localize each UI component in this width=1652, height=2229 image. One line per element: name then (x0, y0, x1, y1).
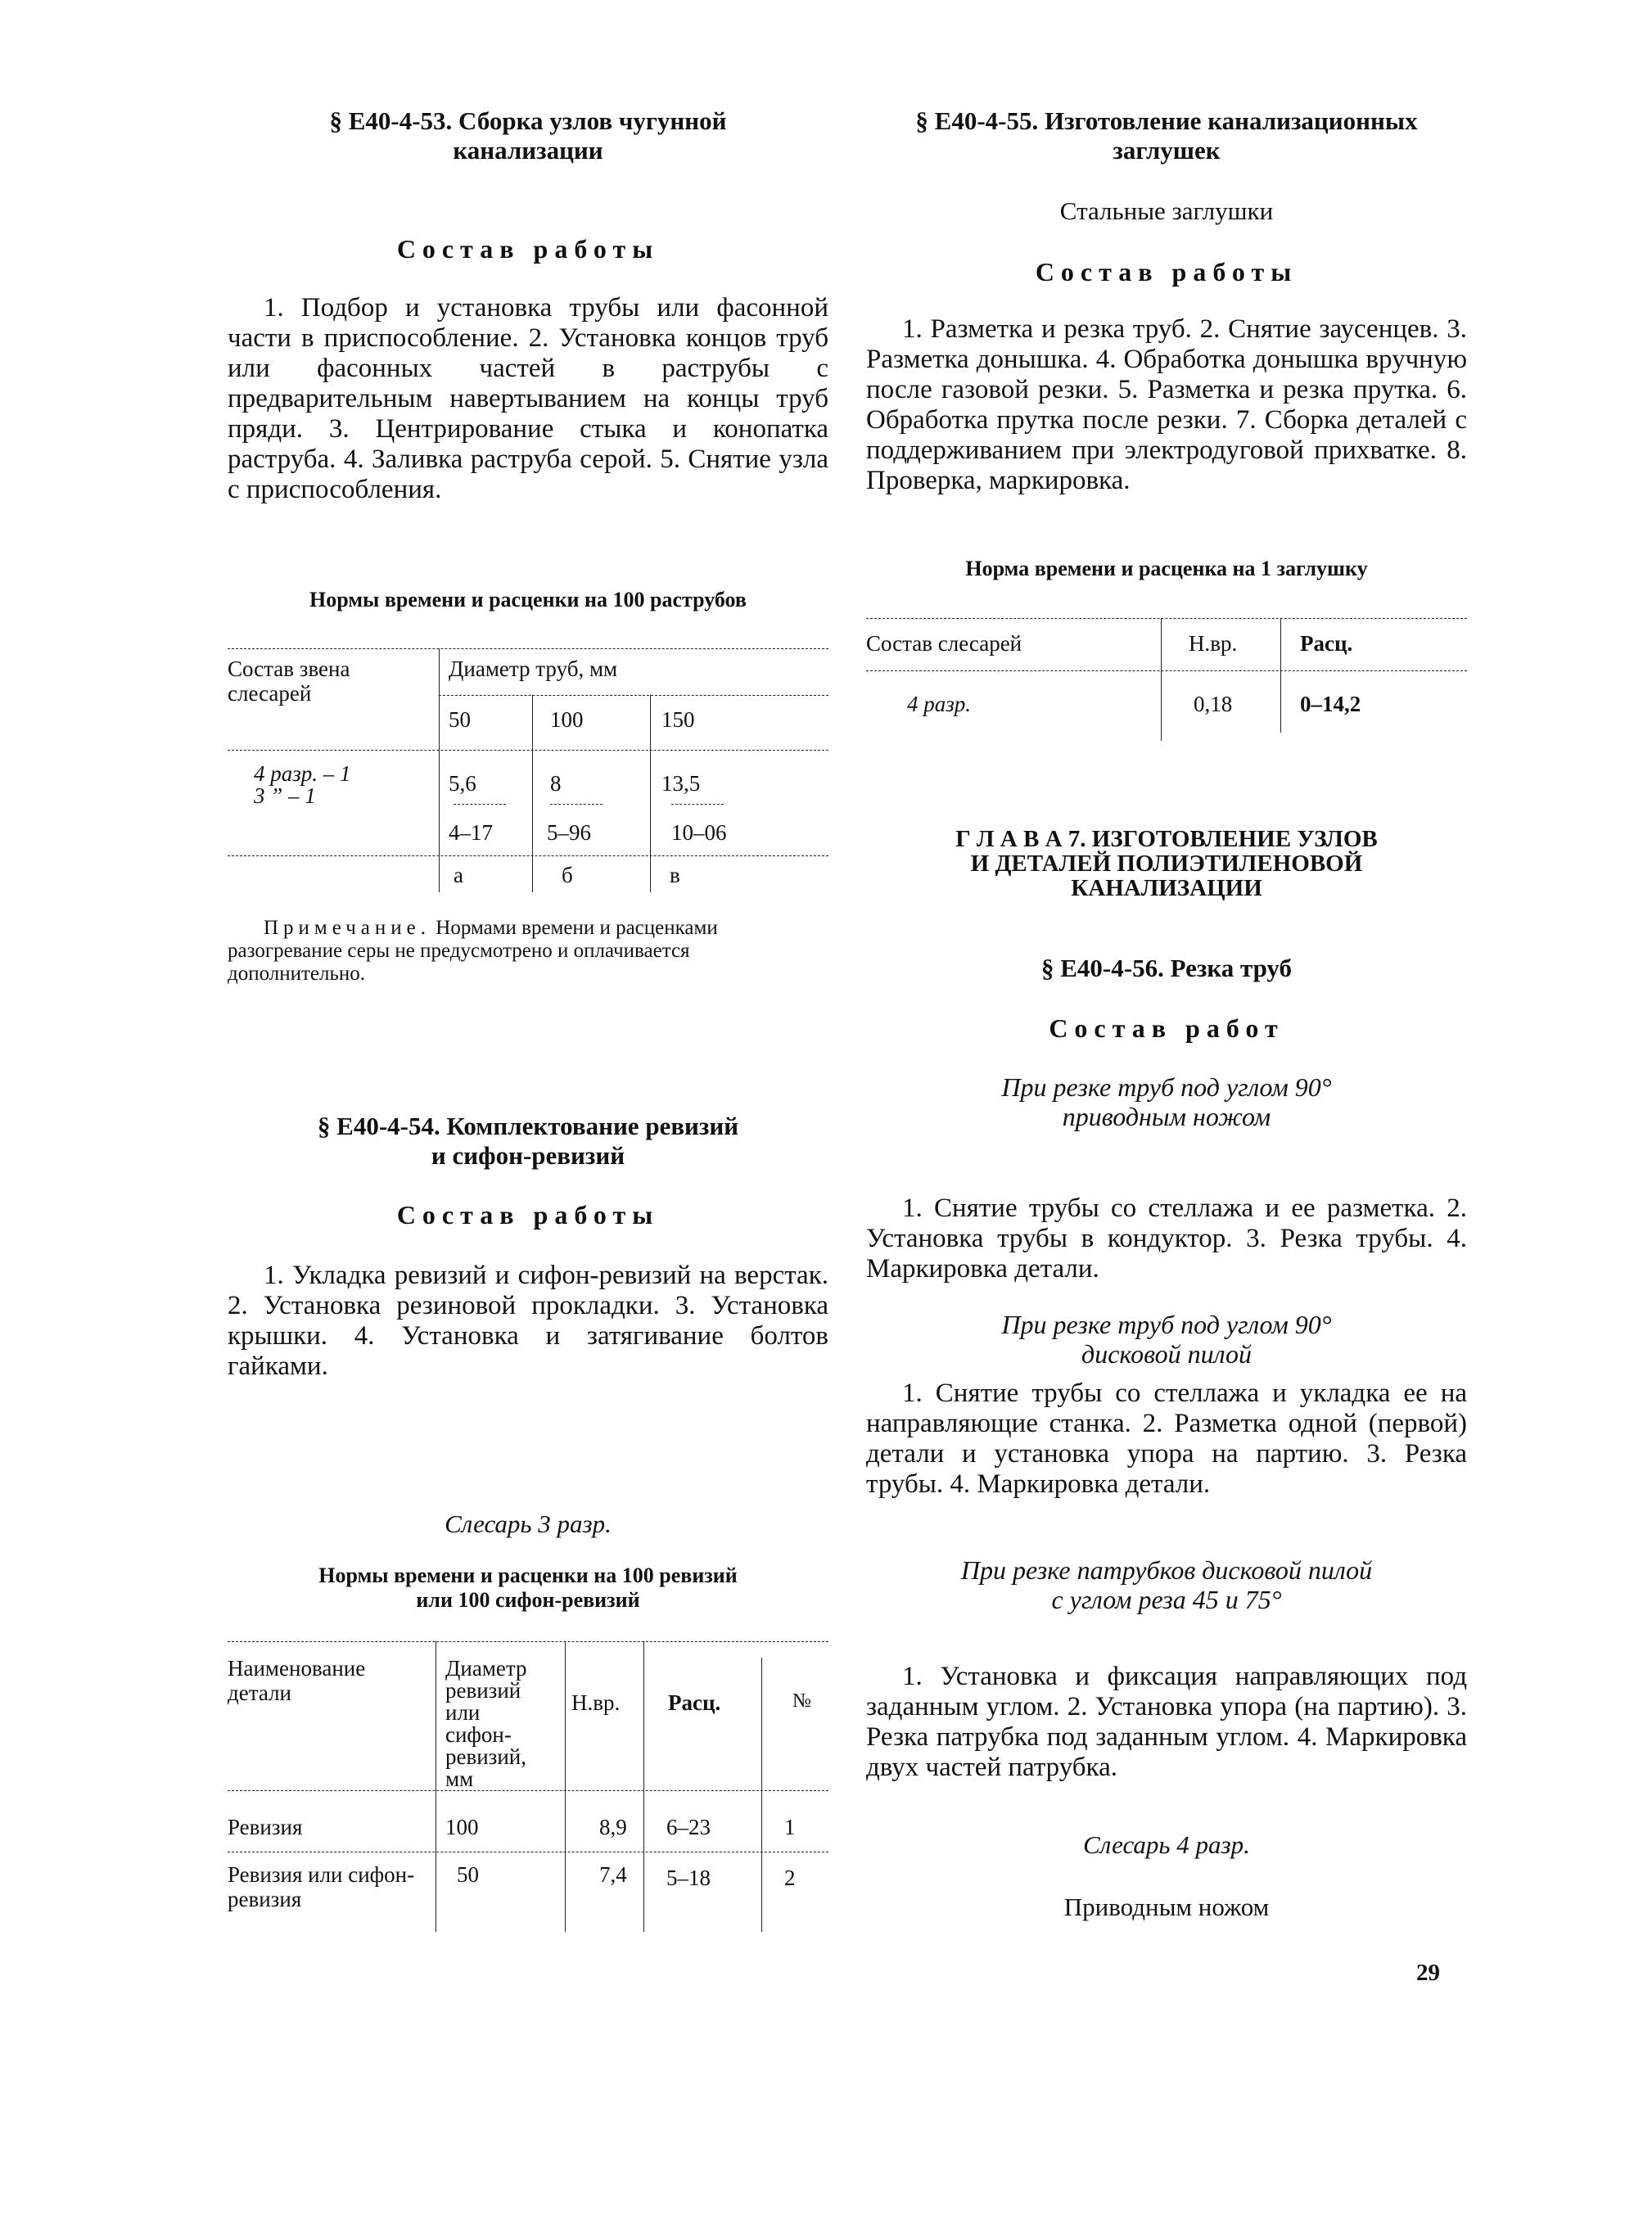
title-line: канализации (453, 136, 603, 165)
table-cell: б (562, 863, 573, 887)
section-55-heading: Состав работы (1035, 257, 1298, 287)
table-header: Н.вр. (571, 1690, 621, 1715)
table-cell: 100 (550, 707, 584, 732)
chapter-heading (866, 827, 1467, 900)
table-cell: 4–17 (449, 820, 493, 845)
table-header: № (792, 1690, 811, 1712)
table-cell: 8 (550, 771, 562, 796)
chapter-line: КАНАЛИЗАЦИИ (1071, 875, 1262, 901)
table-cell: 0,18 (1194, 692, 1233, 716)
table-cell: 8,9 (599, 1815, 627, 1839)
section-56-body-2: 1. Снятие трубы со стеллажа и укладка ее на направляющие станка. 2. Разметка одной (первой) детали и установка упора на партию. 3. Резка трубы. 4. Маркировка детали. (866, 1378, 1467, 1499)
section-53-heading: Состав работы (396, 234, 660, 264)
table-cell: 5–96 (547, 820, 591, 845)
table-header-diameter: Диаметр труб, мм (449, 657, 618, 681)
section-55-table-caption: Норма времени и расценка на 1 заглушку (965, 557, 1368, 580)
section-56-method: Приводным ножом (1063, 1893, 1270, 1921)
table-cell: а (454, 863, 463, 887)
table-cell: в (670, 863, 680, 887)
section-53-table-caption: Нормы времени и расценки на 100 раструбов (309, 588, 747, 611)
section-54-worker: Слесарь 3 разр. (445, 1509, 612, 1538)
table-header: Состав слесарей (866, 631, 1022, 656)
table-cell: 4 разр. (907, 692, 972, 716)
section-56-subheading-2 (866, 1310, 1467, 1369)
table-cell: 6–23 (666, 1815, 711, 1839)
section-56-title: § Е40-4-56. Резка труб (1041, 954, 1292, 982)
chapter-line: И ДЕТАЛЕЙ ПОЛИЭТИЛЕНОВОЙ (970, 851, 1363, 877)
title-line: заглушек (1113, 136, 1221, 165)
subheading-line: приводным ножом (1062, 1102, 1271, 1131)
section-54-heading: Состав работы (396, 1200, 660, 1230)
section-56-body-3: 1. Установка и фиксация направляющих под заданным углом. 2. Установка упора (на партию). 3. Резка патрубка под заданным углом. 4. Маркировка двух частей патрубка. (866, 1662, 1467, 1782)
section-55-body: 1. Разметка и резка труб. 2. Снятие заусенцев. 3. Разметка донышка. 4. Обработка донышка вручную после газовой резки. 5. Разметка и резка прутка. 6. Обработка прутка после резки. 7. Сборка деталей с поддерживанием при электродуговой прихватке. 8. Проверка, маркировка. (866, 314, 1467, 495)
subheading-line: с углом реза 45 и 75° (1051, 1585, 1282, 1614)
table-header: Расц. (668, 1690, 721, 1715)
table-header: Расц. (1300, 631, 1353, 656)
caption-line: Нормы времени и расценки на 100 ревизий (318, 1563, 738, 1587)
table-cell: 5,6 (449, 771, 476, 796)
section-54-table (228, 1641, 828, 1932)
title-line: § Е40-4-53. Сборка узлов чугунной (329, 106, 727, 135)
page-number: 29 (1416, 1960, 1440, 1986)
table-crew-line: 4 разр. – 1 (254, 761, 351, 786)
table-cell: 13,5 (661, 771, 701, 796)
title-line: § Е40-4-54. Комплектование ревизий (317, 1112, 739, 1140)
section-54-body: 1. Укладка ревизий и сифон-ревизий на верстак. 2. Установка резиновой прокладки. 3. Установка крышки. 4. Установка и затягивание болтов гайками. (228, 1261, 828, 1381)
section-55-subtitle: Стальные заглушки (1059, 196, 1274, 225)
table-header-crew: Состав звена слесарей (228, 657, 350, 706)
table-cell: 1 (784, 1815, 796, 1839)
section-54-title (228, 1112, 828, 1171)
table-cell: 10–06 (671, 820, 727, 845)
subheading-line: При резке патрубков дисковой пилой (960, 1555, 1373, 1585)
note-text: Нормами времени и расценками разогревание серы не предусмотрено и оплачивается дополнительно. (228, 917, 718, 985)
caption-line: или 100 сифон-ревизий (416, 1588, 640, 1612)
section-53-note (228, 917, 828, 986)
table-cell: Ревизия (228, 1815, 303, 1839)
table-cell: 50 (457, 1862, 479, 1887)
section-55-title (866, 106, 1467, 165)
subheading-line: дисковой пилой (1081, 1339, 1252, 1369)
note-label: Примечание. (264, 917, 431, 939)
table-cell: 7,4 (599, 1862, 627, 1887)
table-cell: Ревизия или сифон-ревизия (228, 1862, 415, 1911)
section-56-body-1: 1. Снятие трубы со стеллажа и ее разметка. 2. Установка трубы в кондуктор. 3. Резка трубы. 4. Маркировка детали. (866, 1193, 1467, 1284)
section-53-title (228, 106, 828, 165)
table-header: Наименование детали (228, 1656, 366, 1705)
section-56-heading: Состав работ (1049, 1013, 1284, 1043)
chapter-line: Г Л А В А 7. ИЗГОТОВЛЕНИЕ УЗЛОВ (955, 826, 1378, 852)
subheading-line: При резке труб под углом 90° (1001, 1310, 1332, 1339)
table-cell: 150 (661, 707, 695, 732)
table-header: Диаметр ревизий или сифон-ревизий, мм (445, 1656, 527, 1791)
section-56-worker: Слесарь 4 разр. (1083, 1830, 1250, 1859)
table-cell: 5–18 (666, 1866, 711, 1890)
section-53-body: 1. Подбор и установка трубы или фасонной части в приспособление. 2. Установка концов труб или фасонных частей в раструбы с предварительным навертыванием на концы труб пряди. 3. Центрирование стыка и конопатка раструба. 4. Заливка раструба серой. 5. Снятие узла с приспособления. (228, 293, 828, 504)
table-crew-line: 3 ” – 1 (254, 783, 316, 808)
title-line: и сифон-ревизий (431, 1141, 625, 1170)
table-header: Н.вр. (1189, 631, 1238, 656)
subheading-line: При резке труб под углом 90° (1001, 1072, 1332, 1102)
section-56-subheading-1 (866, 1072, 1467, 1131)
section-53-table (228, 648, 828, 902)
section-56-subheading-3 (866, 1555, 1467, 1614)
table-cell: 2 (784, 1866, 796, 1890)
table-cell: 0–14,2 (1300, 692, 1361, 716)
table-cell: 50 (449, 707, 471, 732)
section-55-table (866, 618, 1467, 741)
table-cell: 100 (445, 1815, 479, 1839)
title-line: § Е40-4-55. Изготовление канализационных (915, 106, 1418, 135)
section-54-table-caption (228, 1563, 828, 1613)
